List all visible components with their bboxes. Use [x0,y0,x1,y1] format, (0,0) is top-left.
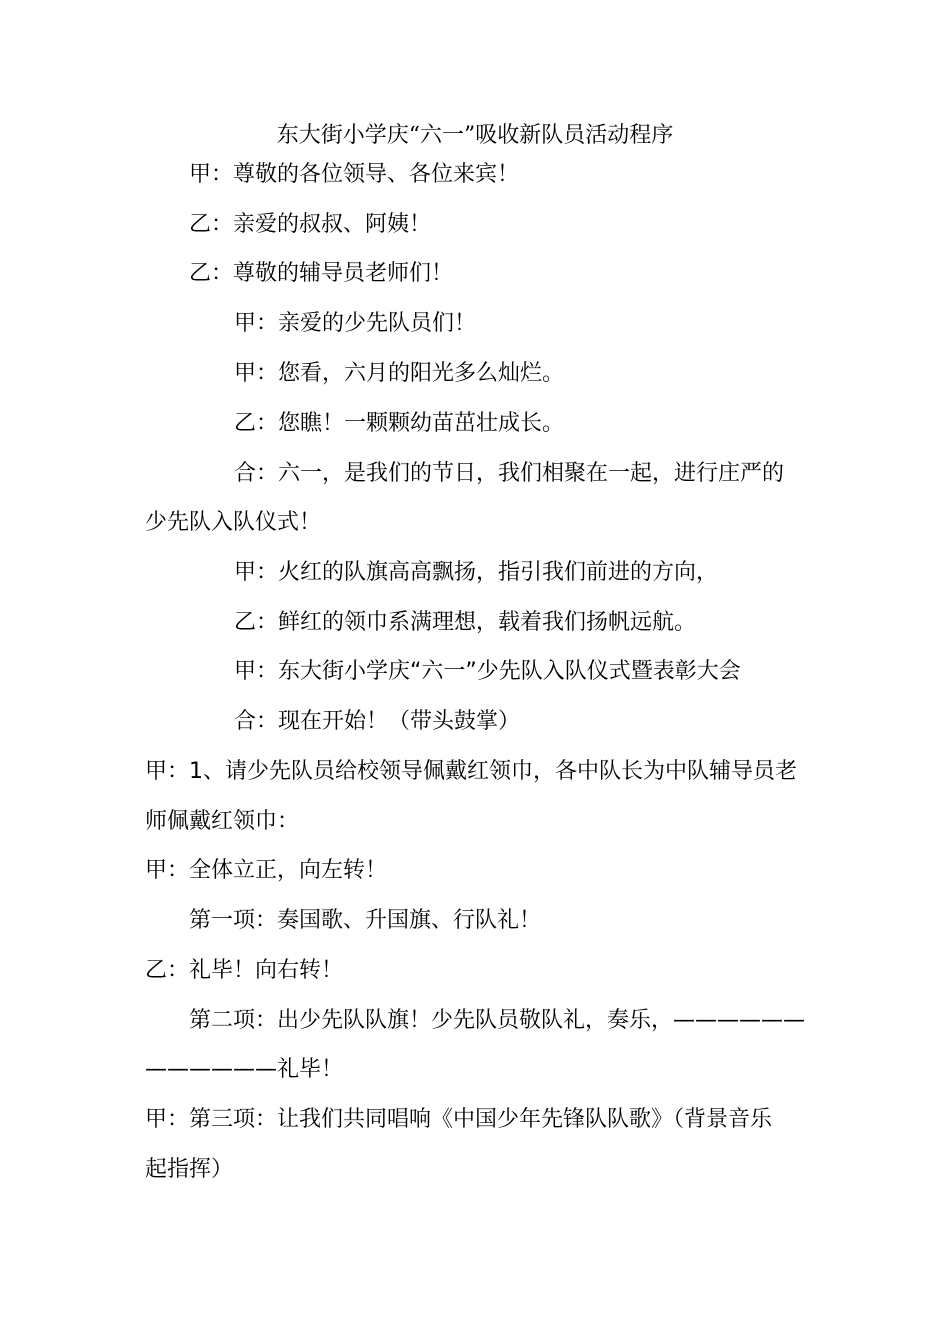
text-line: 师佩戴红领巾： [145,809,300,834]
text-line: 第一项：奏国歌、升国旗、行队礼！ [189,908,542,933]
text-line: 甲：亲爱的少先队员们！ [234,311,477,336]
text-line: 合：现在开始！（带头鼓掌） [234,709,521,734]
text-line: 甲：尊敬的各位领导、各位来宾！ [189,162,520,187]
text-line: ——————礼毕！ [145,1057,344,1082]
text-line: 起指挥） [145,1157,234,1182]
text-line: 乙：鲜红的领巾系满理想，载着我们扬帆远航。 [234,610,697,635]
text-line: 乙：尊敬的辅导员老师们！ [189,261,454,286]
text-line: 甲：第三项：让我们共同唱响《中国少年先锋队队歌》（背景音乐 [145,1107,773,1132]
text-line: 乙：亲爱的叔叔、阿姨！ [189,212,432,237]
text-line: 少先队入队仪式！ [145,510,322,535]
text-line: 甲：您看，六月的阳光多么灿烂。 [234,361,565,386]
text-line: 乙：礼毕！向右转！ [145,958,344,983]
text-line: 甲：东大街小学庆“六一”少先队入队仪式暨表彰大会 [234,659,741,684]
text-line: 甲：1、请少先队员给校领导佩戴红领巾，各中队长为中队辅导员老 [145,759,797,784]
text-line: 第二项：出少先队队旗！少先队员敬队礼，奏乐，—————— [189,1008,806,1033]
text-line: 乙：您瞧！一颗颗幼苗茁壮成长。 [234,411,565,436]
document-title: 东大街小学庆“六一”吸收新队员活动程序 [276,123,674,148]
text-line: 甲：火红的队旗高高飘扬，指引我们前进的方向， [234,560,719,585]
text-line: 甲：全体立正，向左转！ [145,858,388,883]
text-line: 合：六一，是我们的节日，我们相聚在一起，进行庄严的 [234,461,785,486]
